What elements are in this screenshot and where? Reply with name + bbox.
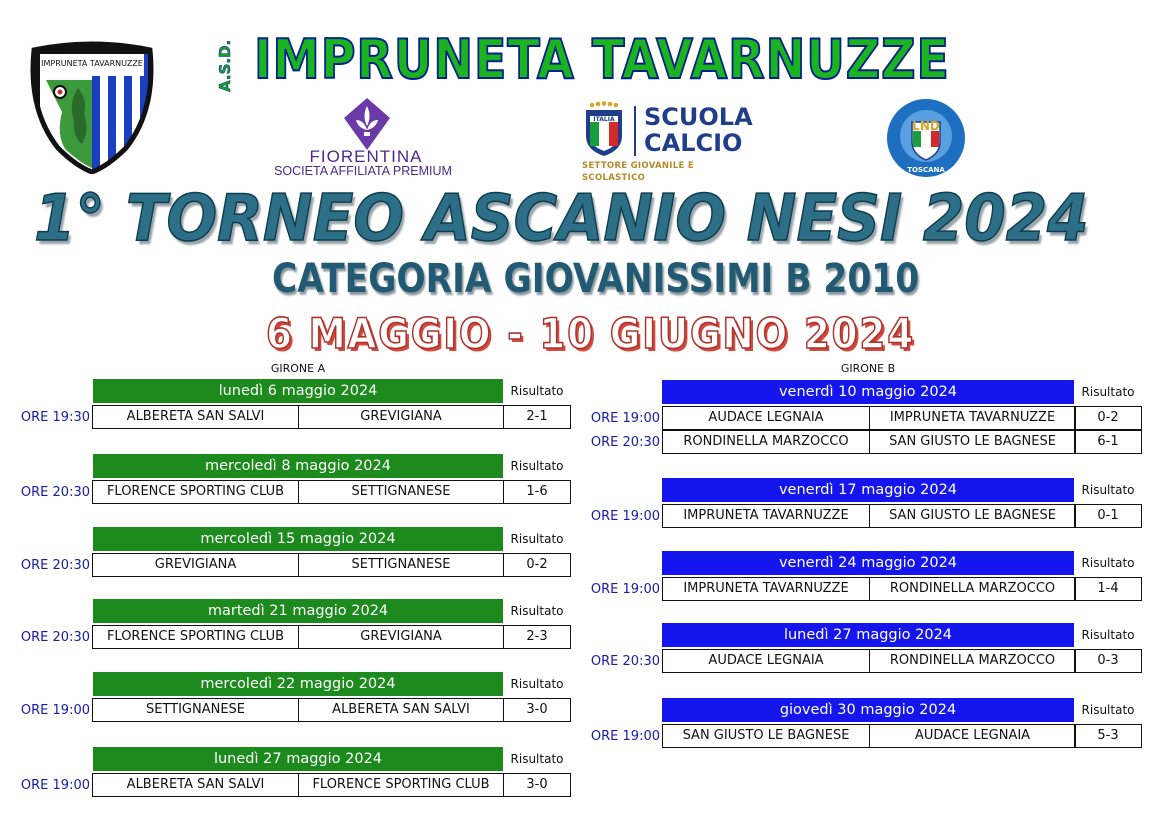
away-team: SAN GIUSTO LE BAGNESE <box>869 431 1075 453</box>
result-label: Risultato <box>510 604 564 618</box>
away-team: GREVIGIANA <box>298 406 503 428</box>
club-shield-logo <box>26 40 158 174</box>
match-time: ORE 19:00 <box>590 582 660 597</box>
match-row <box>662 406 1076 430</box>
match-score: 3-0 <box>503 773 571 797</box>
match-date-header: mercoledì 22 maggio 2024 <box>93 672 503 696</box>
club-name: IMPRUNETA TAVARNUZZE <box>254 28 950 91</box>
match-score: 0-3 <box>1074 649 1142 673</box>
match-score: 0-1 <box>1074 504 1142 528</box>
match-row <box>662 649 1076 673</box>
match-score: 1-6 <box>503 480 571 504</box>
match-time: ORE 19:00 <box>20 703 90 718</box>
girone-a-label: GIRONE A <box>270 362 326 375</box>
fiorentina-subtitle: SOCIETA AFFILIATA PREMIUM <box>274 164 452 178</box>
result-label: Risultato <box>1081 483 1135 497</box>
match-score: 6-1 <box>1074 430 1142 454</box>
match-date-header: giovedì 30 maggio 2024 <box>662 698 1074 722</box>
match-score: 1-4 <box>1074 577 1142 601</box>
result-label: Risultato <box>510 459 564 473</box>
settore-giovanile-label: SETTORE GIOVANILE E SCOLASTICO <box>582 161 694 183</box>
match-date-header: venerdì 10 maggio 2024 <box>662 380 1074 404</box>
match-row <box>662 577 1076 601</box>
match-date-header: lunedì 6 maggio 2024 <box>93 379 503 403</box>
result-label: Risultato <box>1081 556 1135 570</box>
home-team: FLORENCE SPORTING CLUB <box>106 629 285 644</box>
match-date-header: mercoledì 8 maggio 2024 <box>93 454 503 478</box>
away-team: AUDACE LEGNAIA <box>869 725 1075 747</box>
match-date-header: mercoledì 15 maggio 2024 <box>93 527 503 551</box>
home-team: AUDACE LEGNAIA <box>708 653 824 668</box>
away-team: ALBERETA SAN SALVI <box>298 699 503 721</box>
match-score: 5-3 <box>1074 724 1142 748</box>
home-team: FLORENCE SPORTING CLUB <box>106 484 285 499</box>
home-team: SETTIGNANESE <box>145 702 246 717</box>
away-team: RONDINELLA MARZOCCO <box>869 650 1075 672</box>
fiorentina-lily-logo <box>342 96 392 152</box>
match-date-header: venerdì 24 maggio 2024 <box>662 551 1074 575</box>
lnd-toscana-logo <box>886 98 966 178</box>
girone-b-label: GIRONE B <box>840 362 896 375</box>
asd-label: A.S.D. <box>216 39 234 92</box>
match-time: ORE 20:30 <box>20 630 90 645</box>
lnd-logo-subtext: TOSCANA <box>907 166 945 174</box>
tournament-title: 1° TORNEO ASCANIO NESI 2024 <box>34 182 1089 256</box>
match-row <box>92 405 504 429</box>
home-team: ALBERETA SAN SALVI <box>126 777 265 792</box>
match-row <box>662 504 1076 528</box>
result-label: Risultato <box>1081 628 1135 642</box>
match-row <box>92 698 504 722</box>
match-row <box>92 480 504 504</box>
match-date-header: venerdì 17 maggio 2024 <box>662 478 1074 502</box>
category-subtitle: CATEGORIA GIOVANISSIMI B 2010 <box>272 256 920 302</box>
result-label: Risultato <box>1081 703 1135 717</box>
home-team: RONDINELLA MARZOCCO <box>683 434 849 449</box>
away-team: SETTIGNANESE <box>298 481 503 503</box>
match-time: ORE 19:00 <box>20 778 90 793</box>
match-time: ORE 19:30 <box>20 410 90 425</box>
away-team: SAN GIUSTO LE BAGNESE <box>869 505 1075 527</box>
result-label: Risultato <box>510 677 564 691</box>
result-label: Risultato <box>510 532 564 546</box>
match-time: ORE 20:30 <box>20 485 90 500</box>
match-score: 0-2 <box>1074 406 1142 430</box>
result-label: Risultato <box>510 384 564 398</box>
match-row <box>92 625 504 649</box>
away-team: GREVIGIANA <box>298 626 503 648</box>
home-team: ALBERETA SAN SALVI <box>126 409 265 424</box>
lnd-logo-text: LND <box>912 119 940 133</box>
match-score: 2-1 <box>503 405 571 429</box>
match-date-header: lunedì 27 maggio 2024 <box>662 623 1074 647</box>
away-team: SETTIGNANESE <box>298 554 503 576</box>
match-row <box>92 773 504 797</box>
figc-shield-logo <box>582 100 626 158</box>
match-row <box>662 724 1076 748</box>
match-time: ORE 19:00 <box>590 729 660 744</box>
match-time: ORE 20:30 <box>20 558 90 573</box>
fiorentina-name: FIORENTINA <box>309 147 423 166</box>
away-team: RONDINELLA MARZOCCO <box>869 578 1075 600</box>
match-row <box>662 430 1076 454</box>
match-time: ORE 20:30 <box>590 654 660 669</box>
scuola-calcio-divider <box>634 106 636 156</box>
match-score: 0-2 <box>503 553 571 577</box>
match-time: ORE 19:00 <box>590 509 660 524</box>
figc-logo-text: ITALIA <box>593 116 615 123</box>
home-team: AUDACE LEGNAIA <box>708 410 824 425</box>
scuola-label: SCUOLA <box>644 103 753 131</box>
match-date-header: martedì 21 maggio 2024 <box>93 599 503 623</box>
home-team: GREVIGIANA <box>154 557 237 572</box>
club-logo-text: IMPRUNETA TAVARNUZZE <box>41 59 143 68</box>
tournament-dates: 6 MAGGIO - 10 GIUGNO 2024 <box>266 309 916 358</box>
home-team: SAN GIUSTO LE BAGNESE <box>682 728 850 743</box>
match-row <box>92 553 504 577</box>
match-score: 2-3 <box>503 625 571 649</box>
match-time: ORE 20:30 <box>590 435 660 450</box>
calcio-label: CALCIO <box>644 129 743 157</box>
result-label: Risultato <box>510 752 564 766</box>
match-score: 3-0 <box>503 698 571 722</box>
result-label: Risultato <box>1081 385 1135 399</box>
home-team: IMPRUNETA TAVARNUZZE <box>683 581 849 596</box>
away-team: FLORENCE SPORTING CLUB <box>298 774 503 796</box>
home-team: IMPRUNETA TAVARNUZZE <box>683 508 849 523</box>
match-time: ORE 19:00 <box>590 411 660 426</box>
away-team: IMPRUNETA TAVARNUZZE <box>869 407 1075 429</box>
match-date-header: lunedì 27 maggio 2024 <box>93 747 503 771</box>
